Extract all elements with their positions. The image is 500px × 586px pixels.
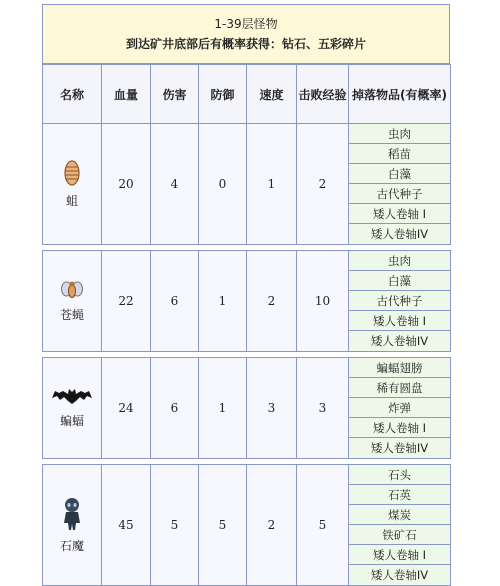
exp-value: 5 <box>297 465 349 586</box>
hp-value: 20 <box>102 124 151 245</box>
table-row <box>43 251 451 352</box>
monster-name-cell <box>43 124 102 245</box>
drop-item: 矮人卷轴IV <box>349 224 450 244</box>
drops-cell <box>349 124 451 245</box>
hp-value: 24 <box>102 358 151 459</box>
exp-value: 2 <box>297 124 349 245</box>
monster-name: 苍蝇 <box>59 307 84 322</box>
speed-value: 2 <box>247 251 297 352</box>
column-header-hp: 血量 <box>102 65 151 124</box>
monster-table <box>42 64 451 586</box>
drop-item: 矮人卷轴 I <box>349 204 450 224</box>
bat-icon <box>51 388 93 406</box>
drop-item: 古代种子 <box>349 184 450 204</box>
monster-name: 蛆 <box>65 193 78 208</box>
speed-value: 1 <box>247 124 297 245</box>
table-row <box>43 465 451 586</box>
table-header <box>42 4 450 64</box>
grub-icon <box>63 160 81 186</box>
defense-value: 5 <box>199 465 247 586</box>
drop-item: 煤炭 <box>349 505 450 525</box>
monster-name-cell <box>43 358 102 459</box>
column-header-speed: 速度 <box>247 65 297 124</box>
drop-item: 矮人卷轴IV <box>349 565 450 585</box>
stone-golem-icon <box>61 497 83 531</box>
fly-icon <box>61 280 83 300</box>
table-header-row <box>43 65 451 124</box>
drop-item: 石英 <box>349 485 450 505</box>
drops-cell <box>349 358 451 459</box>
monster-name: 石魔 <box>59 538 84 553</box>
drop-item: 稻苗 <box>349 144 450 164</box>
exp-value: 10 <box>297 251 349 352</box>
table-row <box>43 124 451 245</box>
drop-item: 石头 <box>349 465 450 485</box>
drop-item: 矮人卷轴IV <box>349 331 450 351</box>
drop-item: 虫肉 <box>349 251 450 271</box>
speed-value: 3 <box>247 358 297 459</box>
speed-value: 2 <box>247 465 297 586</box>
page-subtitle: 到达矿井底部后有概率获得：钻石、五彩碎片 <box>125 37 366 51</box>
drop-item: 白藻 <box>349 164 450 184</box>
monster-name: 蝙蝠 <box>59 413 84 428</box>
drop-item: 虫肉 <box>349 124 450 144</box>
hp-value: 22 <box>102 251 151 352</box>
column-header-exp: 击败经验 <box>297 65 349 124</box>
column-header-defense: 防御 <box>199 65 247 124</box>
damage-value: 6 <box>151 251 199 352</box>
defense-value: 1 <box>199 251 247 352</box>
drop-item: 白藻 <box>349 271 450 291</box>
drops-cell <box>349 465 451 586</box>
drop-item: 蝙蝠翅膀 <box>349 358 450 378</box>
damage-value: 6 <box>151 358 199 459</box>
defense-value: 1 <box>199 358 247 459</box>
page-title: 1-39层怪物 <box>214 17 278 31</box>
monster-name-cell <box>43 251 102 352</box>
drop-item: 矮人卷轴 I <box>349 545 450 565</box>
column-header-damage: 伤害 <box>151 65 199 124</box>
drop-item: 炸弹 <box>349 398 450 418</box>
exp-value: 3 <box>297 358 349 459</box>
monster-table-frame <box>42 4 450 582</box>
defense-value: 0 <box>199 124 247 245</box>
drop-item: 矮人卷轴 I <box>349 418 450 438</box>
drops-cell <box>349 251 451 352</box>
drop-item: 稀有圆盘 <box>349 378 450 398</box>
drop-item: 矮人卷轴IV <box>349 438 450 458</box>
drop-item: 矮人卷轴 I <box>349 311 450 331</box>
damage-value: 4 <box>151 124 199 245</box>
monster-name-cell <box>43 465 102 586</box>
column-header-drops: 掉落物品(有概率) <box>349 65 451 124</box>
drop-item: 铁矿石 <box>349 525 450 545</box>
drop-item: 古代种子 <box>349 291 450 311</box>
column-header-name: 名称 <box>43 65 102 124</box>
hp-value: 45 <box>102 465 151 586</box>
table-row <box>43 358 451 459</box>
damage-value: 5 <box>151 465 199 586</box>
